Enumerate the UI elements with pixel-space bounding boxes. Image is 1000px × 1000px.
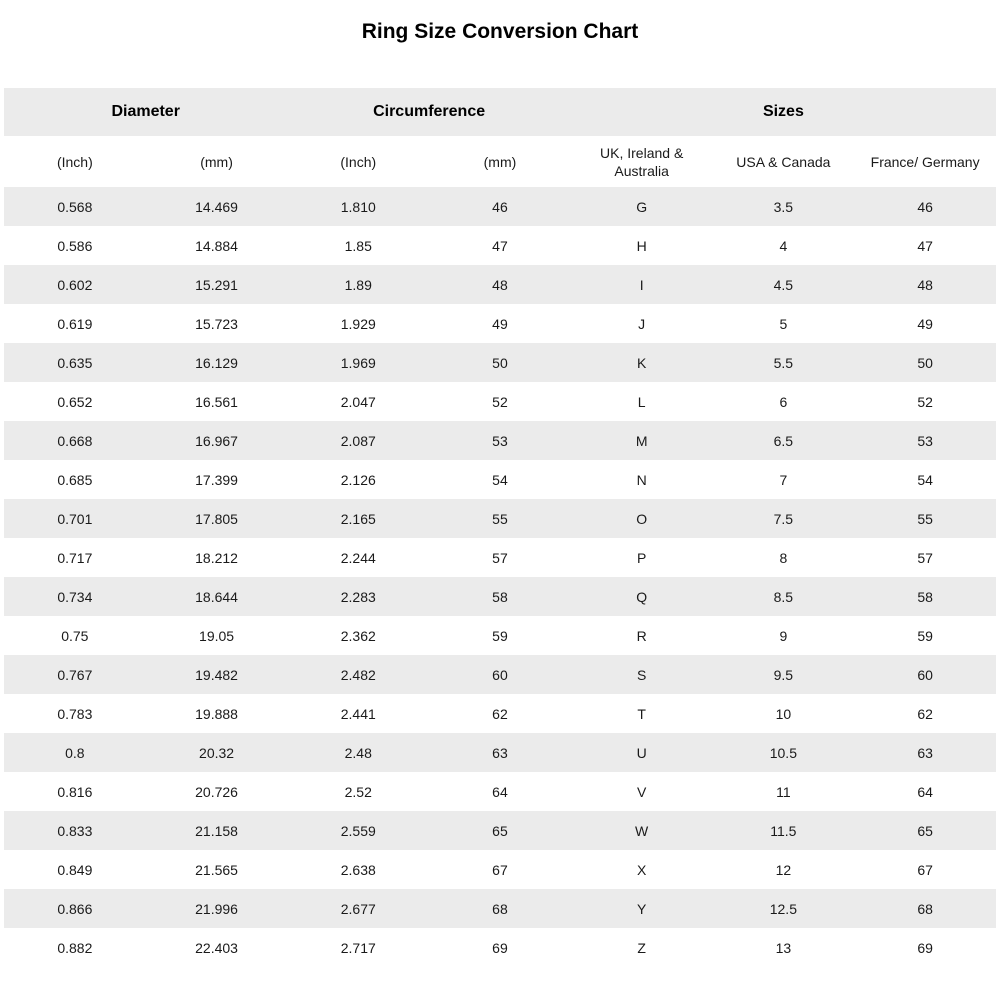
table-row: [4, 226, 996, 265]
table-cell: 1.929: [340, 315, 376, 332]
table-cell: 52: [917, 393, 933, 410]
table-cell: 18.644: [195, 588, 238, 605]
table-row: [4, 343, 996, 382]
table-cell: 20.726: [195, 783, 238, 800]
table-cell: 65: [917, 822, 933, 839]
table-cell: O: [636, 510, 648, 527]
table-cell: 2.482: [340, 666, 376, 683]
table-cell: 2.362: [340, 627, 376, 644]
table-cell: 2.677: [340, 900, 376, 917]
table-cell: 1.89: [344, 276, 372, 293]
table-cell: 2.126: [340, 471, 376, 488]
table-cell: 0.849: [57, 861, 93, 878]
column-header-france-germany: France/ Germany: [870, 153, 980, 170]
group-header-diameter: Diameter: [111, 103, 180, 120]
table-cell: 59: [917, 627, 933, 644]
table-cell: 19.888: [195, 705, 238, 722]
table-cell: N: [636, 471, 647, 488]
table-cell: Z: [637, 939, 646, 956]
table-cell: U: [636, 744, 647, 761]
table-cell: 10: [775, 705, 792, 722]
table-cell: 0.602: [57, 276, 93, 293]
table-cell: 1.810: [340, 198, 376, 215]
table-row: [4, 421, 996, 460]
table-cell: 46: [917, 198, 933, 215]
table-cell: X: [636, 861, 647, 878]
table-cell: 11: [776, 783, 791, 800]
table-row: [4, 304, 996, 343]
table-cell: M: [635, 432, 648, 449]
table-cell: 50: [492, 354, 508, 371]
table-cell: 53: [917, 432, 933, 449]
table-cell: K: [636, 354, 647, 371]
table-cell: 60: [917, 666, 933, 683]
table-cell: 21.996: [195, 900, 238, 917]
table-cell: 15.291: [195, 276, 238, 293]
table-cell: J: [638, 315, 646, 332]
table-cell: 1.969: [340, 354, 376, 371]
table-cell: 11.5: [770, 822, 797, 839]
table-cell: 12.5: [769, 900, 797, 917]
table-row: [4, 499, 996, 538]
table-cell: 48: [917, 276, 933, 293]
table-cell: 2.441: [340, 705, 376, 722]
table-cell: 0.783: [57, 705, 93, 722]
table-cell: 2.087: [340, 432, 376, 449]
table-header: [4, 88, 996, 187]
table-cell: 13: [775, 939, 792, 956]
table-cell: 54: [492, 471, 508, 488]
table-row: [4, 733, 996, 772]
table-cell: 17.805: [195, 510, 238, 527]
table-cell: 2.717: [340, 939, 376, 956]
table-cell: 0.652: [57, 393, 93, 410]
table-cell: 8: [779, 549, 788, 566]
table-cell: 67: [492, 861, 508, 878]
table-row: [4, 460, 996, 499]
table-cell: 4: [779, 237, 788, 254]
table-cell: 18.212: [195, 549, 238, 566]
table-row: [4, 616, 996, 655]
table-row: [4, 382, 996, 421]
table-cell: 62: [492, 705, 508, 722]
table-cell: 2.638: [340, 861, 376, 878]
table-cell: 20.32: [199, 744, 235, 761]
table-body: [4, 187, 996, 967]
column-header-row: [4, 136, 996, 187]
page-title: Ring Size Conversion Chart: [361, 20, 639, 43]
table-cell: 50: [917, 354, 933, 371]
table-cell: I: [639, 276, 644, 293]
table-cell: 0.701: [57, 510, 93, 527]
table-cell: 57: [492, 549, 508, 566]
table-cell: H: [636, 237, 647, 254]
table-cell: 22.403: [195, 939, 238, 956]
table-cell: 9.5: [773, 666, 794, 683]
table-cell: 68: [492, 900, 508, 917]
table-cell: 5.5: [773, 354, 794, 371]
table-row: [4, 850, 996, 889]
table-cell: 1.85: [344, 237, 372, 254]
table-cell: 9: [779, 627, 788, 644]
table-cell: 48: [492, 276, 508, 293]
table-cell: 8.5: [773, 588, 794, 605]
table-cell: 0.816: [57, 783, 93, 800]
table-row: [4, 889, 996, 928]
table-cell: 59: [492, 627, 508, 644]
table-row: [4, 928, 996, 967]
table-cell: 65: [492, 822, 508, 839]
table-cell: 49: [492, 315, 508, 332]
table-cell: 2.283: [340, 588, 376, 605]
table-cell: 0.586: [57, 237, 93, 254]
table-cell: 46: [492, 198, 508, 215]
table-cell: 14.469: [195, 198, 238, 215]
table-cell: 55: [492, 510, 508, 527]
table-cell: 58: [917, 588, 933, 605]
table-cell: 16.129: [195, 354, 238, 371]
table-cell: 57: [917, 549, 933, 566]
table-cell: 19.482: [195, 666, 238, 683]
table-cell: 0.882: [57, 939, 93, 956]
table-cell: 69: [492, 939, 508, 956]
table-cell: 4.5: [773, 276, 794, 293]
table-cell: 64: [492, 783, 508, 800]
table-cell: 10.5: [769, 744, 797, 761]
table-cell: G: [636, 198, 648, 215]
table-cell: 0.75: [61, 627, 89, 644]
group-header-row: [4, 88, 996, 136]
ring-size-conversion-table: [4, 88, 996, 967]
table-cell: S: [636, 666, 647, 683]
table-cell: Y: [636, 900, 647, 917]
table-cell: 0.619: [57, 315, 93, 332]
table-cell: 15.723: [195, 315, 238, 332]
table-cell: 5: [779, 315, 788, 332]
table-cell: 54: [917, 471, 933, 488]
table-cell: 21.158: [195, 822, 238, 839]
table-cell: 0.833: [57, 822, 93, 839]
table-cell: W: [635, 822, 649, 839]
table-cell: 0.717: [57, 549, 93, 566]
table-cell: 0.734: [57, 588, 93, 605]
table-cell: 2.559: [340, 822, 376, 839]
table-row: [4, 187, 996, 226]
table-cell: L: [637, 393, 646, 410]
table-cell: 67: [917, 861, 933, 878]
table-cell: 17.399: [195, 471, 238, 488]
table-cell: T: [637, 705, 646, 722]
table-row: [4, 694, 996, 733]
table-cell: 12: [775, 861, 792, 878]
table-cell: 0.866: [57, 900, 93, 917]
group-header-sizes: Sizes: [762, 103, 804, 120]
table-cell: 16.561: [195, 393, 238, 410]
table-cell: 68: [917, 900, 933, 917]
table-cell: 63: [917, 744, 933, 761]
table-cell: P: [636, 549, 647, 566]
table-cell: 2.48: [344, 744, 372, 761]
group-header-circumference: Circumference: [373, 103, 486, 120]
column-header-usa-canada: USA & Canada: [736, 153, 831, 170]
table-cell: 47: [917, 237, 933, 254]
table-cell: 58: [492, 588, 508, 605]
table-cell: 0.8: [65, 744, 85, 761]
table-cell: 69: [917, 939, 933, 956]
table-row: [4, 655, 996, 694]
table-cell: 63: [492, 744, 508, 761]
column-header-inch: (Inch): [56, 153, 93, 170]
table-cell: 60: [492, 666, 508, 683]
table-cell: 0.685: [57, 471, 93, 488]
table-cell: 2.047: [340, 393, 376, 410]
table-cell: 53: [492, 432, 508, 449]
column-header-mm: (mm): [483, 153, 517, 170]
table-cell: R: [636, 627, 647, 644]
table-cell: 21.565: [195, 861, 238, 878]
table-cell: 0.568: [57, 198, 93, 215]
table-row: [4, 772, 996, 811]
table-cell: 7.5: [773, 510, 794, 527]
column-header-inch: (Inch): [340, 153, 377, 170]
table-cell: 0.668: [57, 432, 93, 449]
table-cell: 64: [917, 783, 933, 800]
table-cell: 14.884: [195, 237, 238, 254]
table-cell: 0.767: [57, 666, 93, 683]
table-cell: 19.05: [199, 627, 235, 644]
table-cell: 6: [779, 393, 788, 410]
table-cell: 62: [917, 705, 933, 722]
table-row: [4, 538, 996, 577]
table-cell: 6.5: [773, 432, 794, 449]
table-cell: 0.635: [57, 354, 93, 371]
table-cell: Q: [636, 588, 648, 605]
table-cell: 2.244: [340, 549, 376, 566]
table-cell: 47: [492, 237, 508, 254]
table-cell: 3.5: [773, 198, 794, 215]
column-header-uk-ireland-australia: UK, Ireland & Australia: [600, 144, 684, 179]
table-cell: V: [636, 783, 647, 800]
table-cell: 55: [917, 510, 933, 527]
table-row: [4, 811, 996, 850]
table-cell: 7: [779, 471, 788, 488]
table-cell: 2.165: [340, 510, 376, 527]
table-cell: 49: [917, 315, 933, 332]
table-row: [4, 577, 996, 616]
table-cell: 16.967: [195, 432, 238, 449]
table-row: [4, 265, 996, 304]
column-header-mm: (mm): [200, 153, 233, 170]
table-cell: 52: [492, 393, 508, 410]
table-cell: 2.52: [344, 783, 372, 800]
